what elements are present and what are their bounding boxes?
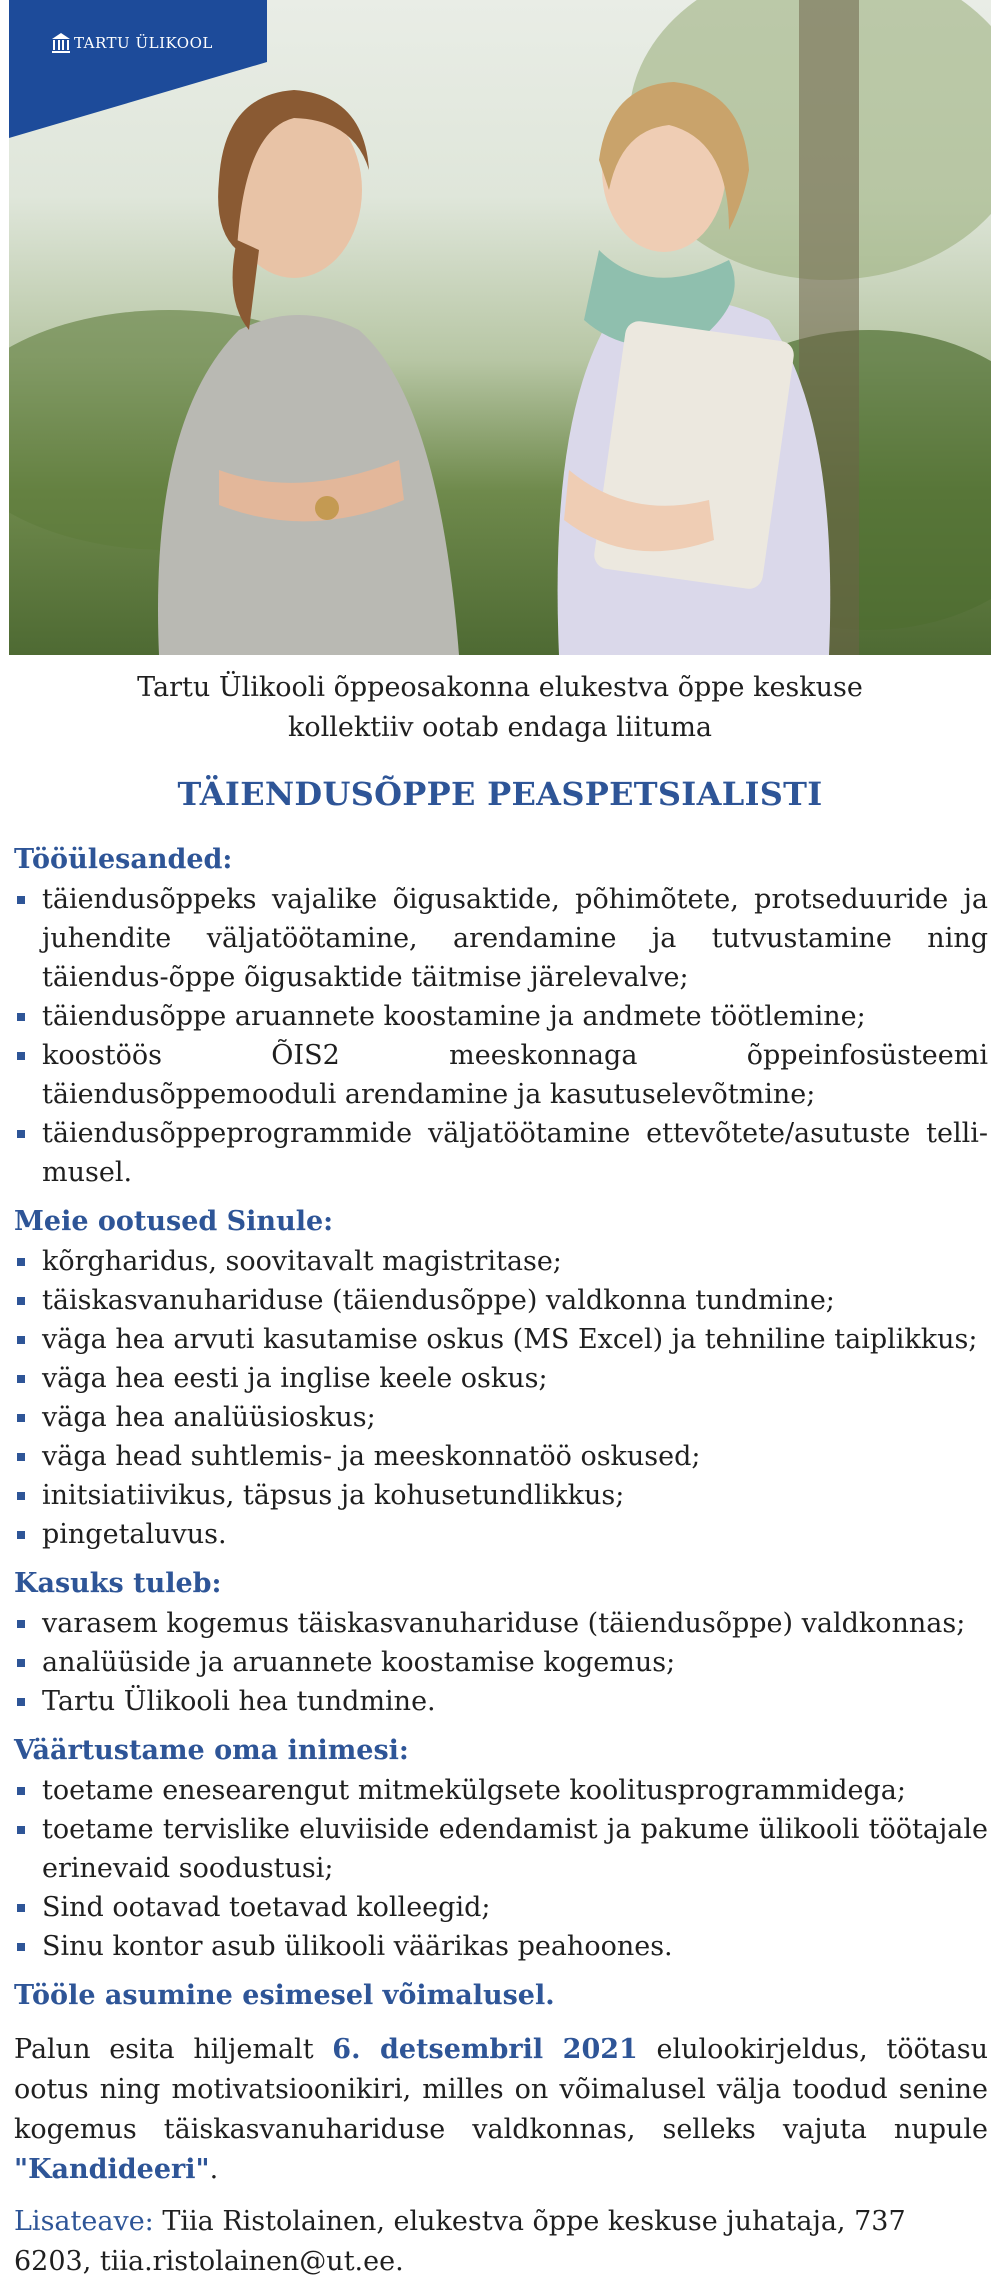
list-item: väga hea eesti ja inglise keele oskus; (14, 1359, 988, 1398)
list-item: initsiatiivikus, täpsus ja kohusetundlikkus; (14, 1476, 988, 1515)
section-bonus (14, 1564, 988, 1721)
expectation-list (14, 1242, 988, 1554)
list-item: toetame tervislike eluviiside edendamist ja pakume ülikooli töötajale erinevaid soodustusi; (14, 1810, 988, 1888)
job-title: TÄIENDUSÕPPE PEASPETSIALISTI (177, 775, 823, 813)
apply-button-reference: "Kandideeri" (14, 2154, 210, 2185)
list-item: analüüside ja aruannete koostamise kogemus; (14, 1643, 988, 1682)
values-list (14, 1771, 988, 1966)
list-item: varasem kogemus täiskasvanuhariduse (täiendusõppe) valdkonnas; (14, 1604, 988, 1643)
list-item: Sinu kontor asub ülikooli väärikas peahoones. (14, 1927, 988, 1966)
section-tasks (14, 840, 988, 1192)
section-title: Tööülesanded: (14, 844, 233, 875)
list-item: kõrgharidus, soovitavalt magistritase; (14, 1242, 988, 1281)
list-item: pingetaluvus. (14, 1515, 988, 1554)
list-item: täiendusõppeks vajalike õigusaktide, põhimõtete, protseduuride ja juhendite väljatöötamine, arendamine ja tutvustamine ning täiendus-õppe õigusaktide täitmise järelevalve; (14, 880, 988, 997)
section-expectations (14, 1202, 988, 1554)
list-item: täiendusõppeprogrammide väljatöötamine ettevõtete/asutuste telli-musel. (14, 1114, 988, 1192)
apply-text-before: Palun esita hiljemalt (14, 2034, 333, 2065)
logo-text: TARTU ÜLIKOOL (74, 34, 213, 52)
list-item: Sind ootavad toetavad kolleegid; (14, 1888, 988, 1927)
logo-banner (9, 0, 267, 138)
list-item: toetame enesearengut mitmekülgsete koolitusprogrammidega; (14, 1771, 988, 1810)
bonus-list (14, 1604, 988, 1721)
section-title: Väärtustame oma inimesi: (14, 1735, 409, 1766)
list-item: väga hea arvuti kasutamise oskus (MS Excel) ja tehniline taiplikkus; (14, 1320, 988, 1359)
university-building-icon (50, 31, 72, 57)
intro-text (0, 668, 1000, 748)
contact-label: Lisateave: (14, 2206, 154, 2237)
contact-paragraph (14, 2202, 988, 2282)
list-item: täiendusõppe aruannete koostamine ja andmete töötlemine; (14, 997, 988, 1036)
list-item: Tartu Ülikooli hea tundmine. (14, 1682, 988, 1721)
intro-line-1: Tartu Ülikooli õppeosakonna elukestva õppe keskuse (137, 672, 863, 703)
list-item: väga hea analüüsioskus; (14, 1398, 988, 1437)
apply-text-after: . (209, 2154, 219, 2185)
section-values (14, 1731, 988, 1966)
list-item: koostöös ÕIS2 meeskonnaga õppeinfosüsteemi täiendusõppemooduli arendamine ja kasutuselevõtmine; (14, 1036, 988, 1114)
apply-paragraph (14, 2030, 988, 2190)
deadline-date: 6. detsembril 2021 (332, 2034, 638, 2065)
contact-text: Tiia Ristolainen, elukestva õppe keskuse juhataja, 737 6203, tiia.ristolainen@ut.ee. (14, 2206, 906, 2277)
intro-line-2: kollektiiv ootab endaga liituma (287, 712, 713, 743)
job-content (14, 840, 988, 2282)
task-list (14, 880, 988, 1192)
apply-text-middle: elulookirjeldus, töötasu ootus ning motivatsioonikiri, milles on võimalusel välja toodud senine kogemus täiskasvanuhariduse valdkonnas, selleks vajuta nupule (14, 2034, 988, 2145)
section-title: Kasuks tuleb: (14, 1568, 222, 1599)
list-item: väga head suhtlemis- ja meeskonnatöö oskused; (14, 1437, 988, 1476)
list-item: täiskasvanuhariduse (täiendusõppe) valdkonna tundmine; (14, 1281, 988, 1320)
start-note: Tööle asumine esimesel võimalusel. (14, 1980, 555, 2011)
section-title: Meie ootused Sinule: (14, 1206, 334, 1237)
